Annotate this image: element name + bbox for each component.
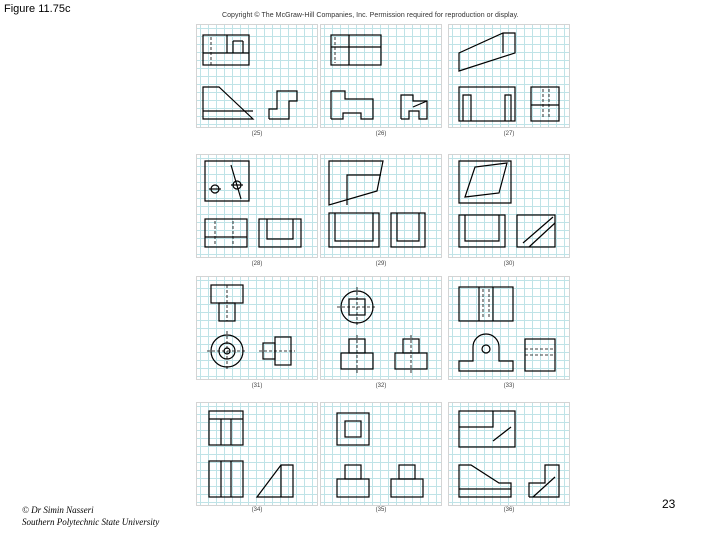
drawing-panel-33 xyxy=(448,276,570,380)
orthographic-drawing-32 xyxy=(321,277,443,381)
panel-caption-30: (30) xyxy=(503,261,515,267)
drawing-panel-36 xyxy=(448,402,570,506)
orthographic-drawing-34 xyxy=(197,403,319,507)
copyright-notice: Copyright © The McGraw-Hill Companies, Inc. Permission required for reproduction or display. xyxy=(222,12,519,19)
panel-caption-26: (26) xyxy=(375,131,387,137)
figure-title: Figure 11.75c xyxy=(4,3,71,15)
panel-caption-33: (33) xyxy=(503,383,515,389)
panel-caption-36: (36) xyxy=(503,507,515,513)
panel-caption-31: (31) xyxy=(251,383,263,389)
panel-caption-25: (25) xyxy=(251,131,263,137)
orthographic-drawing-35 xyxy=(321,403,443,507)
panel-caption-27: (27) xyxy=(503,131,515,137)
drawing-panel-29 xyxy=(320,154,442,258)
drawing-panel-30 xyxy=(448,154,570,258)
orthographic-drawing-36 xyxy=(449,403,571,507)
panel-caption-28: (28) xyxy=(251,261,263,267)
footer-credit xyxy=(22,504,159,528)
drawing-panel-31 xyxy=(196,276,318,380)
orthographic-drawing-29 xyxy=(321,155,443,259)
drawing-panel-34 xyxy=(196,402,318,506)
drawing-panel-27 xyxy=(448,24,570,128)
panel-caption-32: (32) xyxy=(375,383,387,389)
drawing-panel-35 xyxy=(320,402,442,506)
orthographic-drawing-33 xyxy=(449,277,571,381)
drawing-panel-26 xyxy=(320,24,442,128)
orthographic-drawing-25 xyxy=(197,25,319,129)
panel-caption-34: (34) xyxy=(251,507,263,513)
panel-caption-29: (29) xyxy=(375,261,387,267)
orthographic-drawing-27 xyxy=(449,25,571,129)
panel-caption-35: (35) xyxy=(375,507,387,513)
author-name: © Dr Simin Nasseri xyxy=(22,505,94,515)
drawing-panel-32 xyxy=(320,276,442,380)
orthographic-drawing-31 xyxy=(197,277,319,381)
orthographic-drawing-30 xyxy=(449,155,571,259)
page-number: 23 xyxy=(662,497,676,511)
drawing-panel-28 xyxy=(196,154,318,258)
orthographic-drawing-28 xyxy=(197,155,319,259)
university-name: Southern Polytechnic State University xyxy=(22,517,160,527)
orthographic-drawing-26 xyxy=(321,25,443,129)
drawing-panel-25 xyxy=(196,24,318,128)
